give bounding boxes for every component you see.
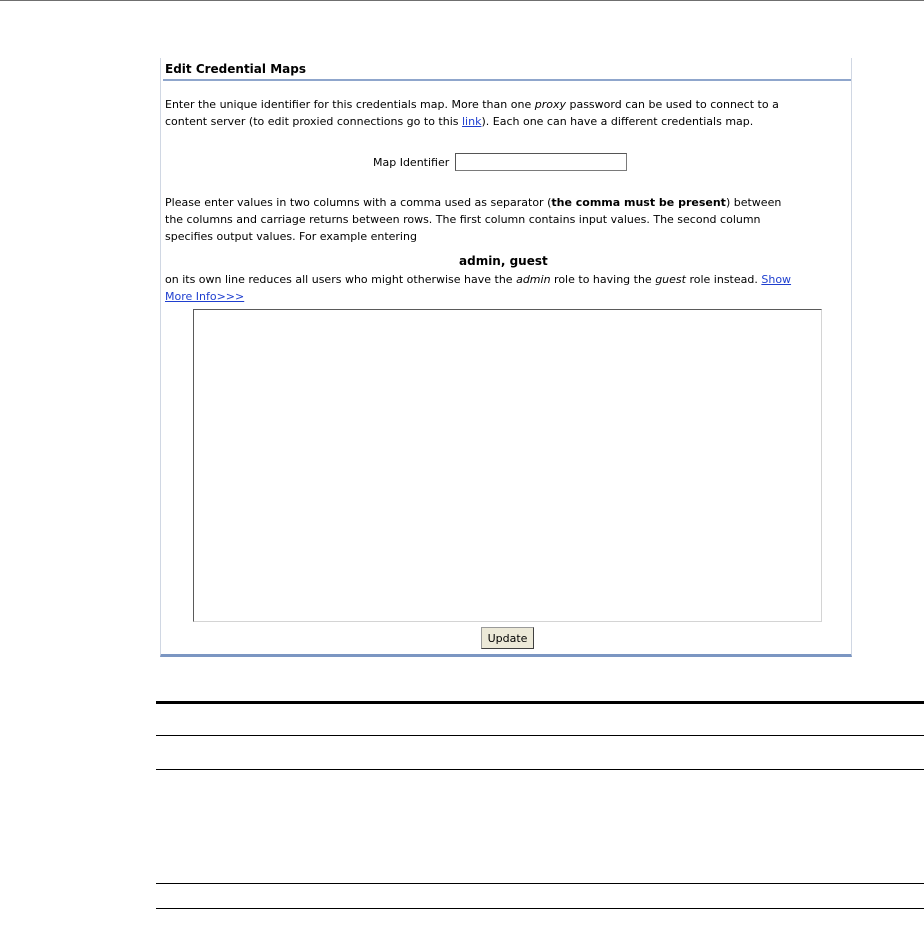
instructions-text-line4-mid: role to having the [550,273,656,286]
intro-text: Enter the unique identifier for this credentials map. More than one [165,98,535,111]
title-divider [163,79,851,81]
comma-required-emphasis: the comma must be present [551,196,726,209]
page-top-rule [0,0,924,1]
table-row-divider [156,735,924,736]
intro-proxy-emphasis: proxy [534,98,566,111]
instructions-line-1 [165,194,781,211]
panel-title: Edit Credential Maps [165,62,306,76]
admin-role-emphasis: admin [516,273,551,286]
proxied-connections-link[interactable]: link [462,115,482,128]
table-top-rule [156,701,924,704]
instructions-line-4 [165,271,791,288]
intro-text-cont: password can be used to connect to a [565,98,779,111]
intro-line-2 [165,113,753,130]
show-more-info-link-cont[interactable]: More Info>>> [165,290,245,303]
edit-credential-maps-panel [160,58,852,657]
instructions-line-5 [165,288,244,305]
intro-text-line2-end: ). Each one can have a different credentials map. [481,115,754,128]
intro-line-1 [165,96,779,113]
guest-role-emphasis: guest [655,273,686,286]
instructions-text-line4-end: role instead. [685,273,762,286]
show-more-info-link[interactable]: Show [761,273,792,286]
intro-text-line2: content server (to edit proxied connections go to this [165,115,462,128]
update-button[interactable]: Update [481,627,534,649]
table-row-divider [156,769,924,770]
instructions-line-3: specifies output values. For example entering [165,230,417,243]
table-row-divider [156,883,924,884]
map-identifier-input[interactable] [455,153,627,171]
instructions-line-2: the columns and carriage returns between rows. The first column contains input values. The second column [165,213,761,226]
map-identifier-row [373,152,627,172]
instructions-text-line4: on its own line reduces all users who might otherwise have the [165,273,517,286]
table-row-divider [156,908,924,909]
map-identifier-label: Map Identifier [373,155,450,169]
instructions-text-cont: ) between [725,196,782,209]
instructions-text: Please enter values in two columns with a comma used as separator ( [165,196,552,209]
credential-values-textarea[interactable] [193,309,822,622]
example-mapping: admin, guest [459,254,548,268]
